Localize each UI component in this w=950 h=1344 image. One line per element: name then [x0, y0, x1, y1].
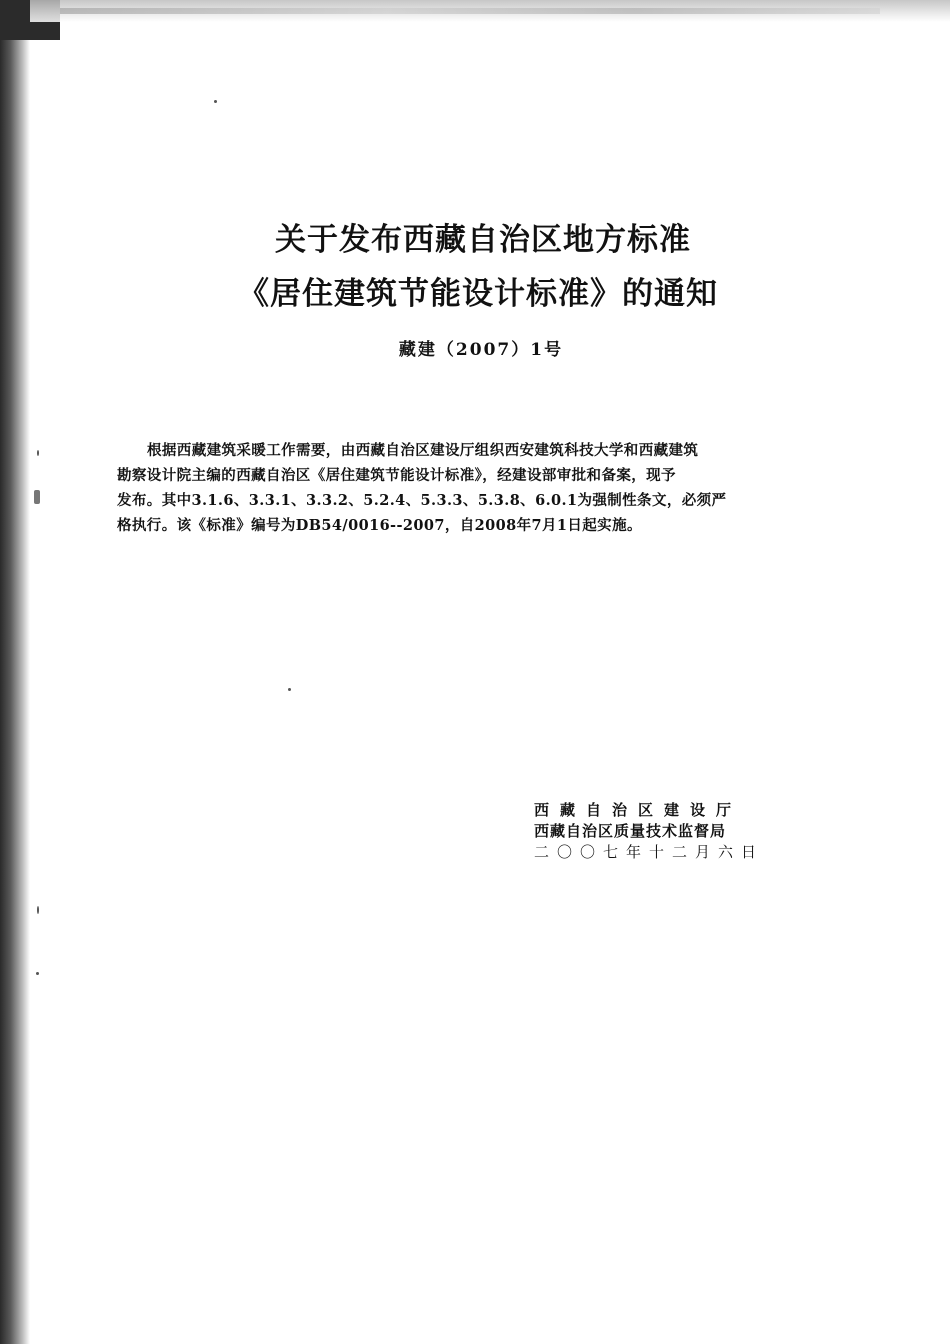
scan-speck: [37, 906, 39, 914]
body-line: 勘察设计院主编的西藏自治区《居住建筑节能设计标准》，经建设部审批和备案，现予: [117, 467, 676, 484]
issuer-construction-department: 西藏自治区建设厅: [534, 801, 743, 819]
document-number: 藏建（2007）1号: [398, 340, 564, 360]
scan-streak-top: [60, 8, 880, 14]
scan-speck: [34, 490, 40, 504]
scan-speck: [214, 100, 217, 103]
body-line: 格执行。该《标准》编号为DB54/0016--2007，自2008年7月1日起实施。: [117, 517, 642, 534]
scan-speck: [37, 450, 39, 456]
body-line: 根据西藏建筑采暖工作需要，由西藏自治区建设厅组织西安建筑科技大学和西藏建筑: [147, 442, 699, 459]
notice-title-line-2: 《居住建筑节能设计标准》的通知: [238, 276, 718, 312]
scan-shadow-left: [0, 0, 30, 1344]
notice-body-paragraph: [117, 438, 857, 538]
notice-title-line-1: 关于发布西藏自治区地方标准: [275, 222, 691, 258]
scan-speck: [36, 972, 39, 975]
issue-date: 二〇〇七年十二月六日: [534, 843, 765, 861]
scan-speck: [288, 688, 291, 691]
body-line: 发布。其中3.1.6、3.3.1、3.3.2、5.2.4、5.3.3、5.3.8、6.0.1为强制性条文，必须严: [117, 492, 727, 509]
signature-block: [534, 800, 764, 863]
issuer-quality-supervision-bureau: 西藏自治区质量技术监督局: [534, 822, 727, 840]
